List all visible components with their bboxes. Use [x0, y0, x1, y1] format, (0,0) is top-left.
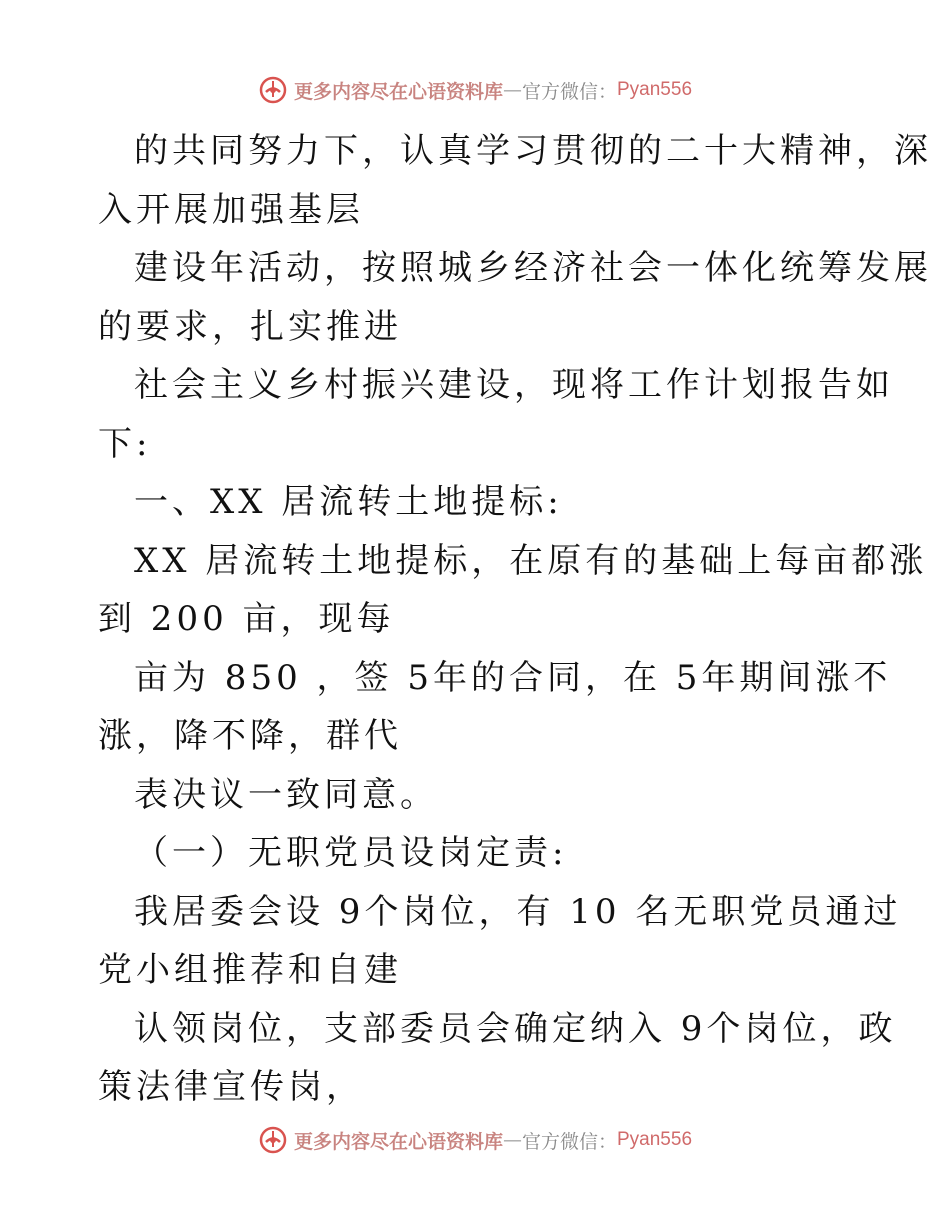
banner-dash: — — [502, 1129, 522, 1151]
banner-wechat-label: 官方微信： — [521, 80, 617, 103]
banner-main-text: 更多内容尽在心语资料库 — [293, 80, 503, 103]
text-line: 策法律宣传岗， — [98, 1067, 364, 1107]
text-line: 建设年活动，按照城乡经济社会一体化统筹发展 — [134, 248, 932, 288]
text-line: 表决议一致同意。 — [134, 774, 438, 815]
text-line: 入开展加强基层 — [98, 189, 364, 230]
header-watermark-banner — [0, 70, 950, 110]
book-logo-icon — [258, 75, 288, 105]
book-logo-icon — [258, 1125, 288, 1155]
banner-wechat-id: Pyan556 — [617, 1129, 693, 1150]
text-line: 我居委会设 9个岗位，有 10 名无职党员通过 — [134, 891, 902, 932]
banner-wechat-label: 官方微信： — [521, 1130, 617, 1153]
text-line: 社会主义乡村振兴建设，现将工作计划报告如 — [134, 365, 894, 405]
text-line: 的共同努力下，认真学习贯彻的二十大精神，深 — [134, 131, 932, 171]
text-line: 的要求，扎实推进 — [98, 306, 402, 347]
text-line: 到 200 亩，现每 — [98, 599, 395, 639]
banner-main-text: 更多内容尽在心语资料库 — [293, 1130, 503, 1153]
footer-watermark-banner — [0, 1120, 950, 1160]
section-heading: 一、XX 居流转土地提标: — [134, 482, 563, 522]
text-line: 亩为 850 ，签 5年的合同，在 5年期间涨不 — [134, 657, 892, 698]
banner-wechat-id: Pyan556 — [617, 79, 693, 100]
text-line: 党小组推荐和自建 — [98, 950, 402, 990]
text-line: XX 居流转土地提标，在原有的基础上每亩都涨 — [134, 540, 928, 581]
text-line: 下: — [98, 423, 152, 464]
text-line: 认领岗位，支部委员会确定纳入 9个岗位，政 — [134, 1008, 897, 1049]
text-line: 涨，降不降，群代 — [98, 716, 402, 756]
banner-dash: — — [502, 79, 522, 101]
document-body — [98, 122, 932, 1117]
subsection-heading: （一）无职党员设岗定责: — [134, 833, 568, 873]
